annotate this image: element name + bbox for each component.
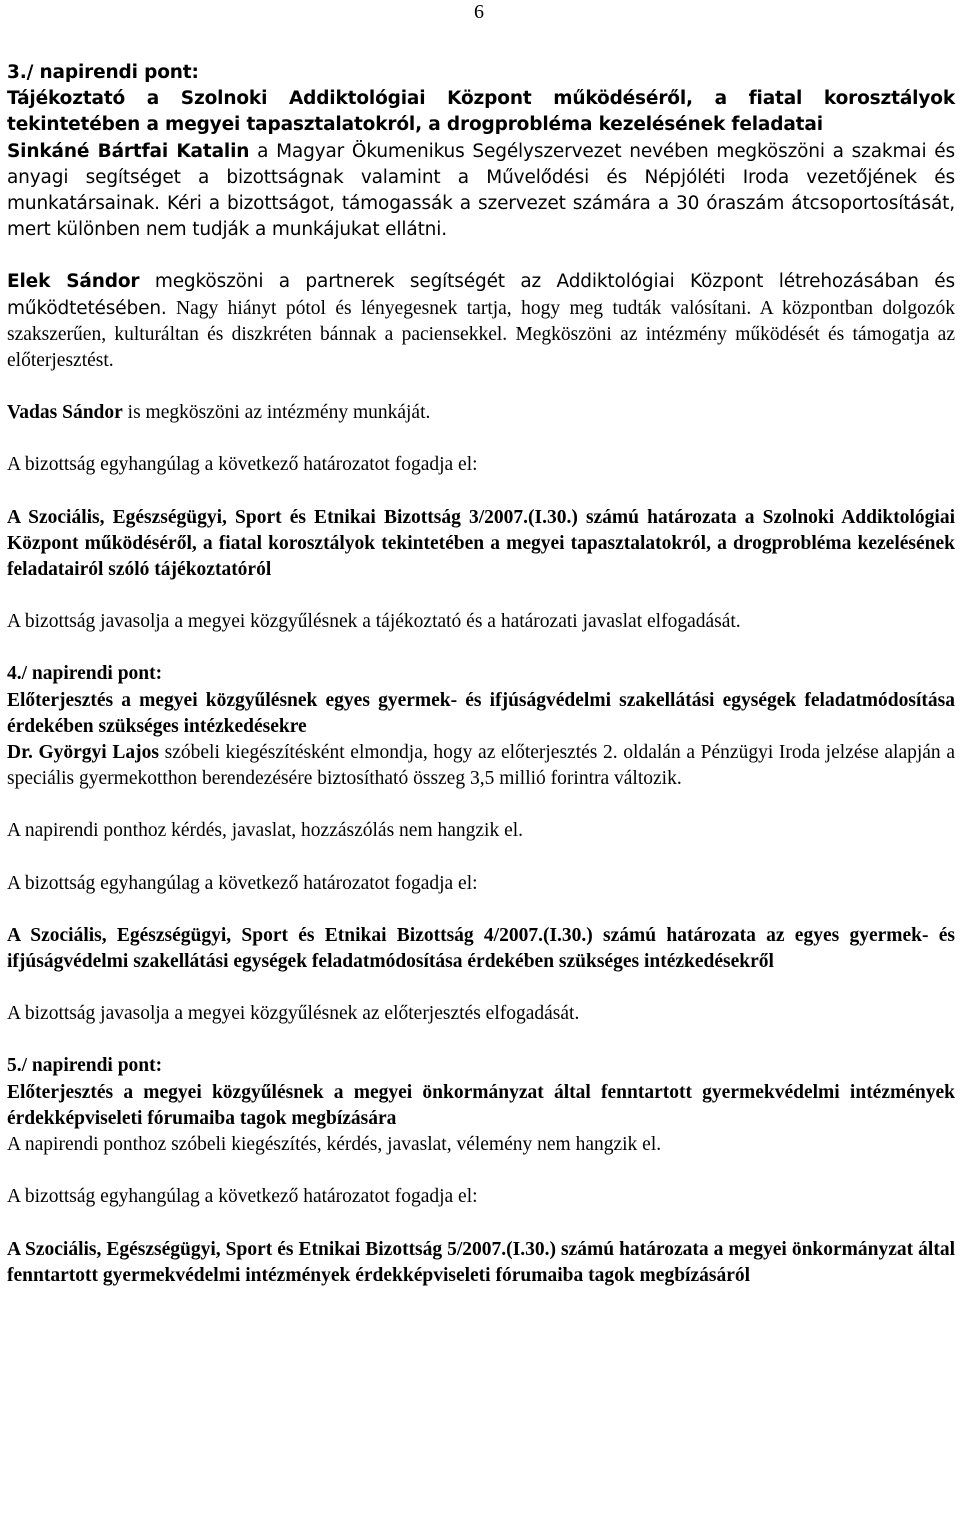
agenda-title: Előterjesztés a megyei közgyűlésnek egyes gyermek- és ifjúságvédelmi szakellátási egységek feladatmódosítása érdekében szükséges intézkedésekre bbox=[7, 689, 955, 737]
recommendation: A bizottság javasolja a megyei közgyűlésnek a tájékoztató és a határozati javaslat elfogadását. bbox=[7, 611, 741, 633]
agenda-heading: 5./ napirendi pont: bbox=[7, 1055, 163, 1077]
speaker-text: Nagy hiányt pótol és lényegesnek tartja, hogy meg tudták valósítani. A központban dolgozók szakszerűen, kulturáltan és diszkréten bánnak a paciensekkel. Megköszöni az intézmény működését és támogatja az előterjesztést. bbox=[7, 297, 955, 372]
speaker-text: szóbeli kiegészítésként elmondja, hogy az előterjesztés 2. oldalán a Pénzügyi Iroda jelzése alapján a speciális gyermekotthon berendezésére biztosítható összeg 3,5 millió forintra változik. bbox=[7, 742, 955, 790]
resolution-title: A Szociális, Egészségügyi, Sport és Etnikai Bizottság 4/2007.(I.30.) számú határozata az egyes gyermek- és ifjúságvédelmi szakellátási egységek feladatmódosítása érdekében szükséges intézkedésekről bbox=[7, 924, 955, 973]
speaker-name: Dr. Györgyi Lajos bbox=[7, 742, 159, 764]
speaker-name: Elek Sándor bbox=[7, 271, 140, 293]
speaker-paragraph bbox=[7, 269, 955, 374]
speaker-name: Vadas Sándor bbox=[7, 402, 123, 424]
agenda-heading: 3./ napirendi pont: bbox=[7, 62, 199, 83]
resolution-title: A Szociális, Egészségügyi, Sport és Etnikai Bizottság 5/2007.(I.30.) számú határozata a megyei önkormányzat által fenntartott gyermekvédelmi intézmények érdekképviseleti fórumaiba tagok megbízásáról bbox=[7, 1238, 955, 1286]
agenda-heading: 4./ napirendi pont: bbox=[7, 663, 163, 685]
speaker-text: is megköszöni az intézmény munkáját. bbox=[122, 402, 431, 424]
speaker-paragraph bbox=[7, 400, 955, 426]
speaker-text: a Magyar Ökumenikus Segélyszervezet nevében megköszöni a szakmai és anyagi segítséget a bizottságnak valamint a Művelődési és Népjóléti Iroda vezetőjének és munkatársainak. Kéri a bizottságot, támogassák a szervezet számára a 30 óraszám átcsoportosítását, mert különben nem tudják a munkájukat ellátni. bbox=[7, 140, 955, 241]
recommendation: A bizottság javasolja a megyei közgyűlésnek az előterjesztés elfogadását. bbox=[7, 1003, 580, 1025]
speaker-text: megköszöni a partnerek segítségét az Addiktológiai Központ létrehozásában és működtetésében. bbox=[7, 271, 956, 319]
vote-statement: A bizottság egyhangúlag a következő határozatot fogadja el: bbox=[7, 872, 478, 894]
speaker-name: Sinkáné Bártfai Katalin bbox=[7, 140, 250, 162]
resolution-title: A Szociális, Egészségügyi, Sport és Etnikai Bizottság 3/2007.(I.30.) számú határozata a Szolnoki Addiktológiai Központ működéséről, a fiatal korosztályok tekintetében a megyei tapasztalatokról, a drogprobléma kezelésének feladatairól szóló tájékoztatóról bbox=[7, 506, 955, 581]
no-questions-note: A napirendi ponthoz szóbeli kiegészítés, kérdés, javaslat, vélemény nem hangzik el. bbox=[7, 1134, 662, 1156]
agenda-title: Előterjesztés a megyei közgyűlésnek a megyei önkormányzat által fenntartott gyermekvédelmi intézmények érdekképviseleti fórumaiba tagok megbízására bbox=[7, 1081, 955, 1129]
speaker-paragraph bbox=[7, 740, 955, 792]
agenda-item-3 bbox=[7, 60, 955, 635]
no-questions-note: A napirendi ponthoz kérdés, javaslat, hozzászólás nem hangzik el. bbox=[7, 820, 524, 842]
speaker-paragraph bbox=[7, 139, 955, 244]
vote-statement: A bizottság egyhangúlag a következő határozatot fogadja el: bbox=[7, 1186, 478, 1208]
vote-statement: A bizottság egyhangúlag a következő határozatot fogadja el: bbox=[7, 454, 478, 476]
agenda-title: Tájékoztató a Szolnoki Addiktológiai Központ működéséről, a fiatal korosztályok tekintetében a megyei tapasztalatokról, a drogprobléma kezelésének feladatai bbox=[7, 88, 955, 136]
agenda-item-5 bbox=[7, 1053, 955, 1288]
page-number: 6 bbox=[474, 1, 484, 23]
agenda-item-4 bbox=[7, 661, 955, 1027]
